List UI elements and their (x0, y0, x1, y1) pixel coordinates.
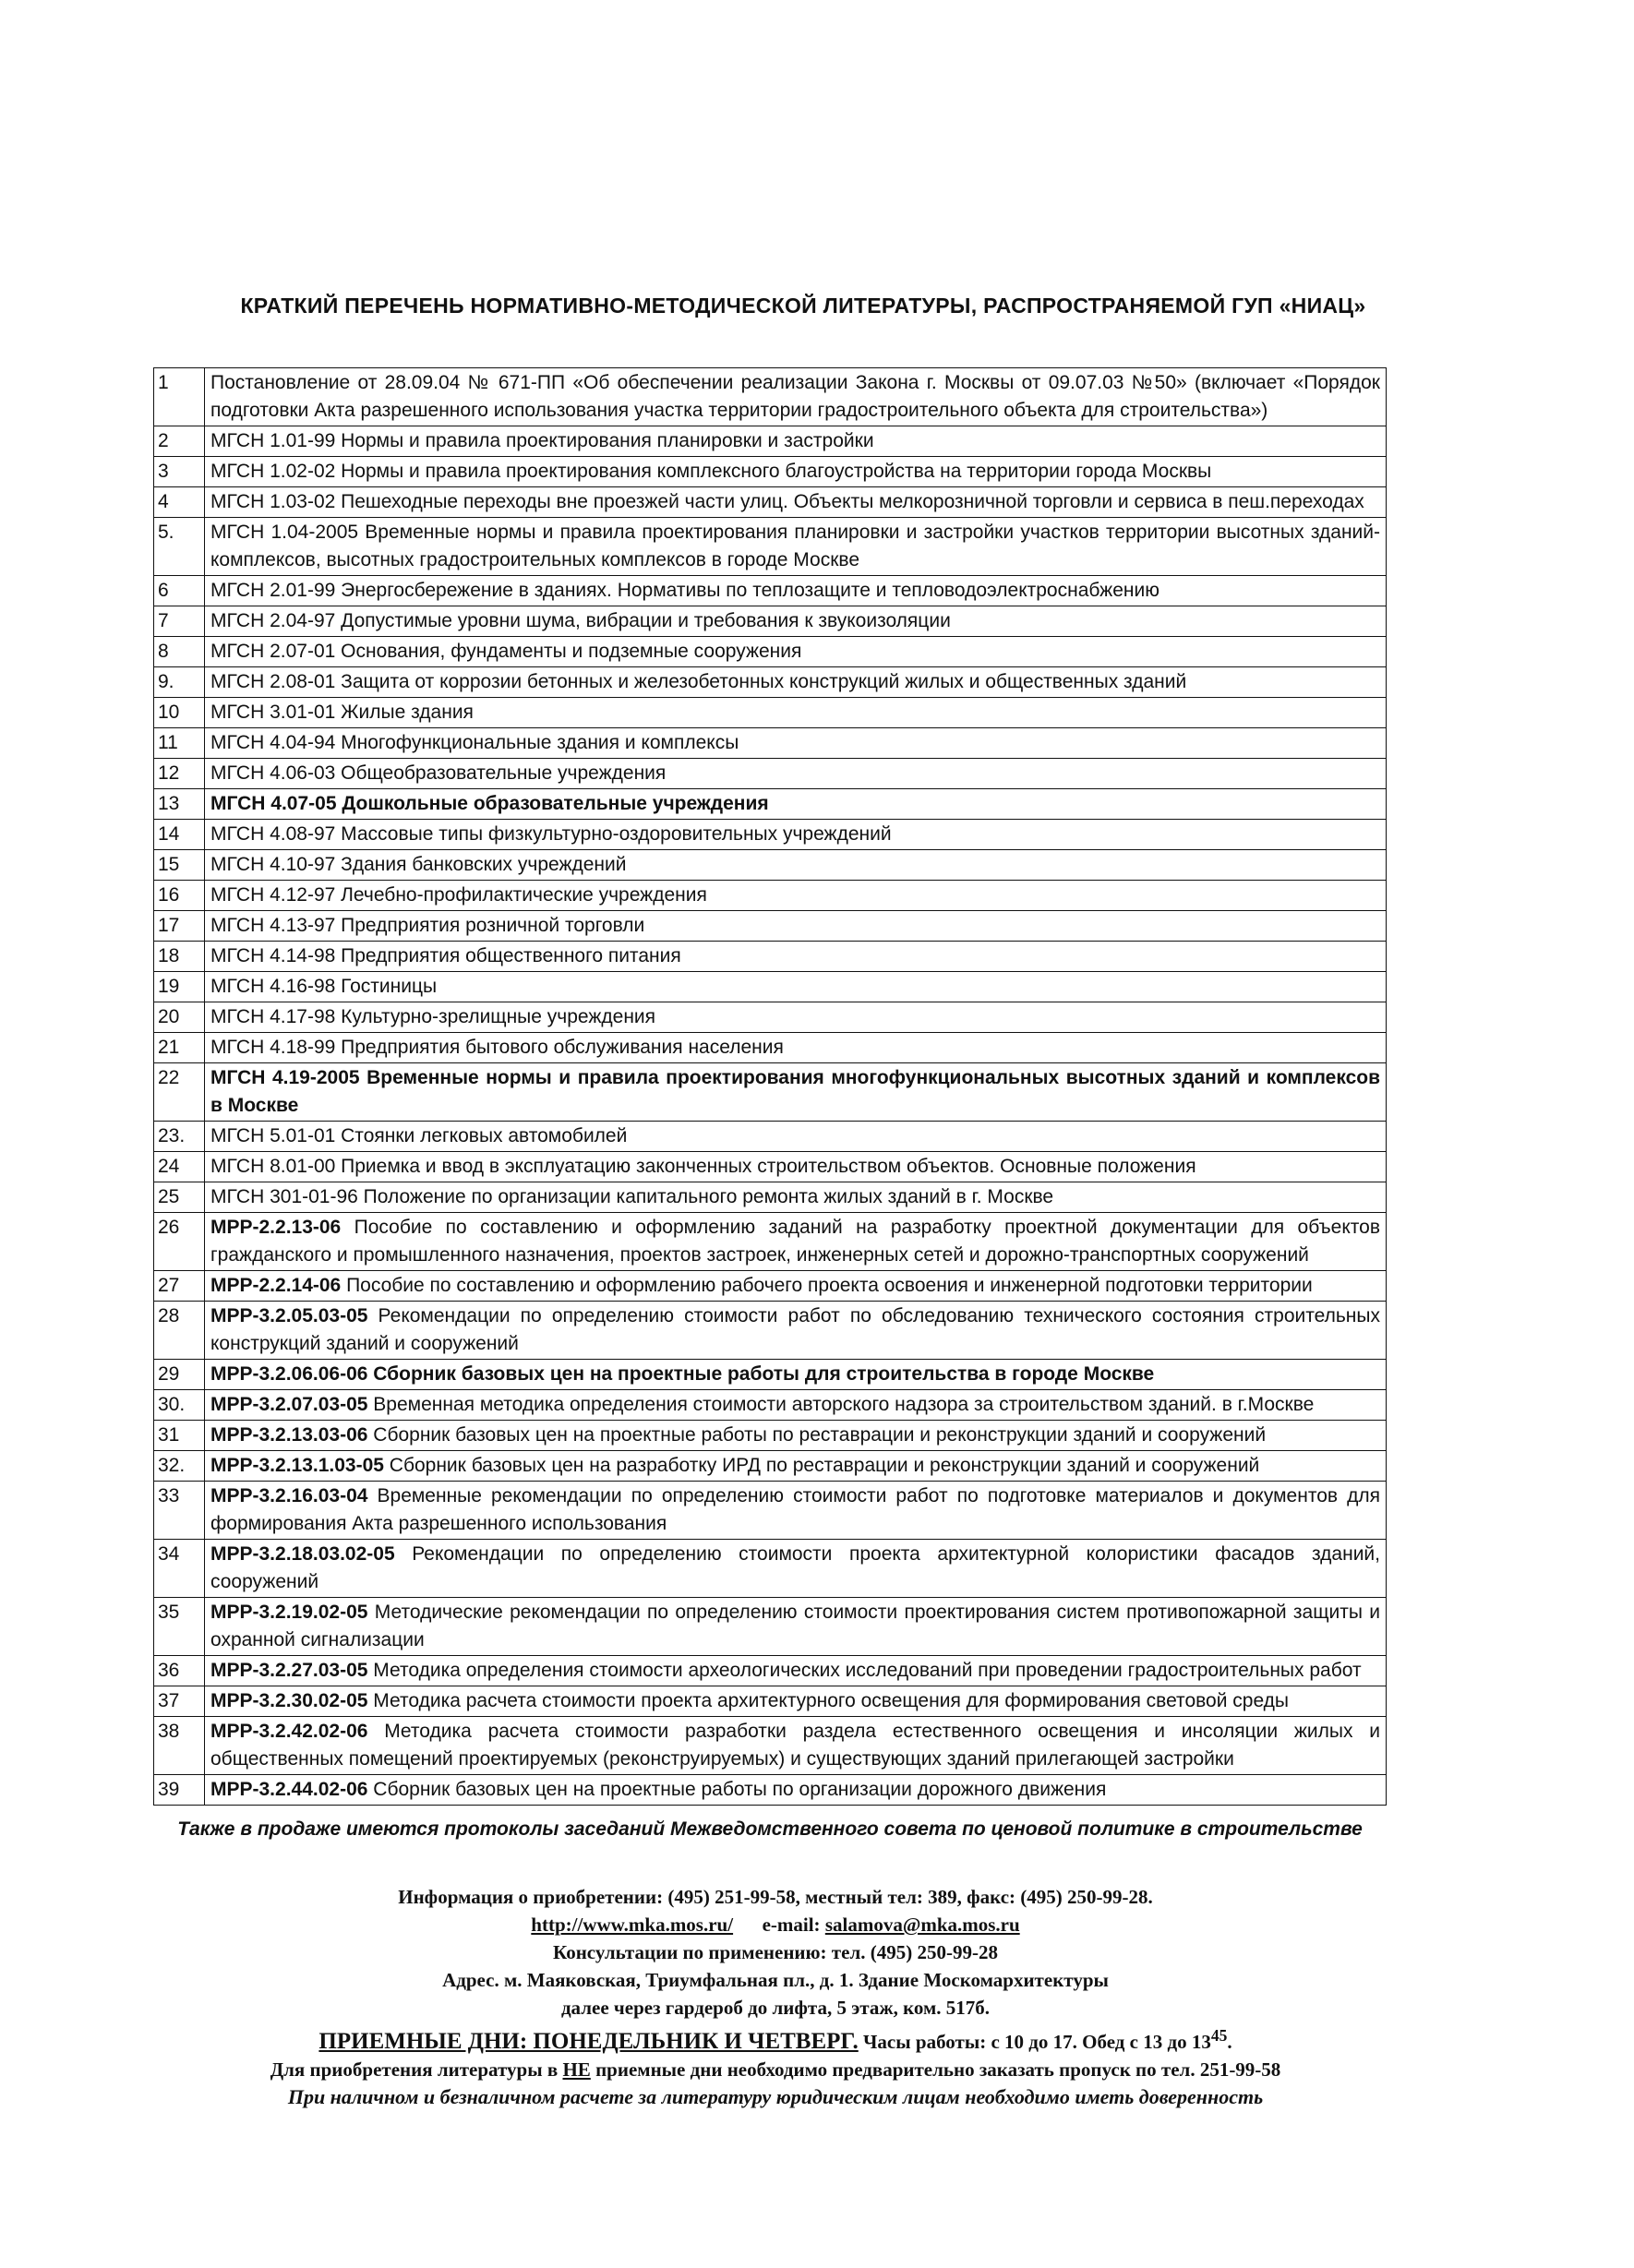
document-code: МРР-3.2.07.03-05 (210, 1394, 368, 1415)
row-text (205, 942, 1387, 972)
directions-line: далее через гардероб до лифта, 5 этаж, ком. 517б. (560, 1997, 991, 2019)
row-number: 11 (154, 728, 205, 759)
table-row (154, 1182, 1387, 1213)
row-number: 17 (154, 911, 205, 942)
table-row (154, 820, 1387, 850)
document-code: МРР-3.2.27.03-05 (210, 1660, 368, 1681)
table-row (154, 1152, 1387, 1182)
table-row (154, 1686, 1387, 1717)
row-text (205, 1302, 1387, 1360)
row-text (205, 911, 1387, 942)
row-text (205, 820, 1387, 850)
row-text (205, 1775, 1387, 1806)
row-number: 27 (154, 1271, 205, 1302)
row-number: 30. (154, 1390, 205, 1421)
row-text (205, 1482, 1387, 1540)
email-link[interactable]: salamova@mka.mos.ru (824, 1914, 1020, 1936)
row-text (205, 518, 1387, 576)
table-row (154, 1033, 1387, 1063)
document-title-text: Сборник базовых цен на разработку ИРД по реставрации и реконструкции зданий и сооружений (383, 1455, 1260, 1476)
table-row (154, 698, 1387, 728)
document-code: МРР-3.2.13.03-06 (210, 1424, 368, 1446)
row-text (205, 1002, 1387, 1033)
row-text (205, 698, 1387, 728)
row-text (205, 1717, 1387, 1775)
table-row (154, 881, 1387, 911)
row-number: 39 (154, 1775, 205, 1806)
row-number: 34 (154, 1540, 205, 1598)
table-row (154, 1063, 1387, 1122)
document-title-text: МГСН 4.14-98 Предприятия общественного питания (210, 945, 681, 966)
row-text (205, 576, 1387, 606)
row-number: 10 (154, 698, 205, 728)
row-text (205, 1540, 1387, 1598)
document-code: МРР-3.2.16.03-04 (210, 1485, 368, 1506)
row-text (205, 789, 1387, 820)
row-text (205, 1686, 1387, 1717)
document-title-text: МГСН 1.04-2005 Временные нормы и правила проектирования планировки и застройки участков территории высотных зданий-комплексов, высотных градостроительных комплексов в городе Москве (210, 522, 1380, 570)
document-title-text: МГСН 4.16-98 Гостиницы (210, 976, 438, 997)
row-number: 7 (154, 606, 205, 637)
row-text (205, 1152, 1387, 1182)
row-text (205, 1063, 1387, 1122)
row-text (205, 368, 1387, 426)
document-code: МРР-3.2.18.03.02-05 (210, 1543, 395, 1565)
website-link[interactable]: http://www.mka.mos.ru/ (531, 1914, 734, 1936)
row-number: 31 (154, 1421, 205, 1451)
table-row (154, 1302, 1387, 1360)
table-row (154, 1540, 1387, 1598)
row-text (205, 850, 1387, 881)
row-number: 15 (154, 850, 205, 881)
table-row (154, 518, 1387, 576)
table-row (154, 972, 1387, 1002)
working-hours: Часы работы: с 10 до 17. Обед с 13 до 13 (858, 2031, 1211, 2053)
email-label: e-mail: (762, 1914, 821, 1936)
document-code: МРР-3.2.13.1.03-05 (210, 1455, 384, 1476)
document-code: МРР-2.2.13-06 (210, 1217, 342, 1238)
table-row (154, 1002, 1387, 1033)
lunch-minutes: 45 (1210, 2026, 1228, 2045)
row-text (205, 1271, 1387, 1302)
table-row (154, 850, 1387, 881)
document-title-text: Методика расчета стоимости проекта архитектурного освещения для формирования световой среды (367, 1690, 1290, 1711)
power-of-attorney-note: При наличном и безналичном расчете за литературу юридическим лицам необходимо иметь доверенность (287, 2085, 1264, 2108)
purchase-info: Информация о приобретении: (495) 251-99-58, местный тел: 389, факс: (495) 250-99-28. (398, 1886, 1153, 1908)
document-title-text: МГСН 4.06-03 Общеобразовательные учреждения (210, 762, 667, 784)
table-row (154, 606, 1387, 637)
document-title-text: МГСН 1.02-02 Нормы и правила проектирования комплексного благоустройства на территории города Москвы (210, 461, 1212, 482)
table-row (154, 426, 1387, 457)
row-text (205, 972, 1387, 1002)
document-title-text: МГСН 1.03-02 Пешеходные переходы вне проезжей части улиц. Объекты мелкорозничной торговли и сервиса в пеш.переходах (210, 491, 1364, 512)
row-number: 3 (154, 457, 205, 487)
table-row (154, 942, 1387, 972)
table-row (154, 759, 1387, 789)
row-number: 18 (154, 942, 205, 972)
row-number: 35 (154, 1598, 205, 1656)
document-title-text: Сборник базовых цен на проектные работы для строительства в городе Москве (367, 1363, 1155, 1385)
row-number: 5. (154, 518, 205, 576)
row-number: 23. (154, 1122, 205, 1152)
table-row (154, 1717, 1387, 1775)
document-title-text: МГСН 2.08-01 Защита от коррозии бетонных и железобетонных конструкций жилых и общественных зданий (210, 671, 1187, 692)
document-title-text: МГСН 4.08-97 Массовые типы физкультурно-оздоровительных учреждений (210, 823, 892, 845)
document-title-text: Методика расчета стоимости разработки раздела естественного освещения и инсоляции жилых и общественных помещений проектируемых (реконструируемых) и существующих зданий прилегающей застройки (210, 1721, 1380, 1770)
row-text (205, 1390, 1387, 1421)
document-title-text: Сборник базовых цен на проектные работы по организации дорожного движения (367, 1779, 1107, 1800)
row-text (205, 1033, 1387, 1063)
document-title-text: Временные рекомендации по определению стоимости работ по подготовке материалов и документов для формирования Акта разрешенного использования (210, 1485, 1380, 1534)
document-code: МРР-2.2.14-06 (210, 1275, 342, 1296)
web-contacts (102, 1911, 1449, 1938)
document-title-text: МГСН 8.01-00 Приемка и ввод в эксплуатацию законченных строительством объектов. Основные положения (210, 1156, 1196, 1177)
table-row (154, 1451, 1387, 1482)
table-row (154, 1421, 1387, 1451)
document-title-text: МГСН 4.12-97 Лечебно-профилактические учреждения (210, 884, 707, 906)
table-row (154, 1213, 1387, 1271)
row-text (205, 1122, 1387, 1152)
row-text (205, 606, 1387, 637)
document-title-text: Рекомендации по определению стоимости работ по обследованию технического состояния строительных конструкций зданий и сооружений (210, 1305, 1380, 1354)
row-text (205, 728, 1387, 759)
document-title-text: МГСН 3.01-01 Жилые здания (210, 702, 474, 723)
row-number: 25 (154, 1182, 205, 1213)
table-row (154, 789, 1387, 820)
row-number: 21 (154, 1033, 205, 1063)
pass-info (102, 2056, 1449, 2083)
row-text (205, 759, 1387, 789)
consultation-info: Консультации по применению: тел. (495) 250-99-28 (553, 1941, 998, 1963)
document-title-text: МГСН 301-01-96 Положение по организации капитального ремонта жилых зданий в г. Москве (210, 1186, 1054, 1207)
row-number: 33 (154, 1482, 205, 1540)
document-title-text: МГСН 2.07-01 Основания, фундаменты и подземные сооружения (210, 641, 802, 662)
table-row (154, 1360, 1387, 1390)
row-text (205, 426, 1387, 457)
row-text (205, 881, 1387, 911)
table-row (154, 1656, 1387, 1686)
table-row (154, 728, 1387, 759)
row-number: 8 (154, 637, 205, 667)
row-text (205, 487, 1387, 518)
table-row (154, 911, 1387, 942)
document-title-text: Пособие по составлению и оформлению заданий на разработку проектной документации для объектов гражданского и промышленного назначения, проектов застроек, инженерных сетей и дорожно-транспортных сооружений (210, 1217, 1380, 1266)
document-code: МРР-3.2.19.02-05 (210, 1602, 368, 1623)
document-code: МРР-3.2.42.02-06 (210, 1721, 368, 1742)
pass-info-part1: Для приобретения литературы в (270, 2058, 563, 2081)
document-title-text: Рекомендации по определению стоимости проекта архитектурной колористики фасадов зданий, сооружений (210, 1543, 1380, 1592)
document-title-text: МГСН 1.01-99 Нормы и правила проектирования планировки и застройки (210, 430, 874, 451)
table-row (154, 457, 1387, 487)
pass-info-part2: приемные дни необходимо предварительно заказать пропуск по тел. 251-99-58 (590, 2058, 1281, 2081)
row-number: 20 (154, 1002, 205, 1033)
document-title-text: Методические рекомендации по определению стоимости проектирования систем противопожарной защиты и охранной сигнализации (210, 1602, 1380, 1650)
row-text (205, 457, 1387, 487)
document-title-text: Методика определения стоимости археологических исследований при проведении градостроительных работ (367, 1660, 1362, 1681)
row-text (205, 667, 1387, 698)
document-title-text: МГСН 4.19-2005 Временные нормы и правила проектирования многофункциональных высотных зданий и комплексов в Москве (210, 1067, 1380, 1116)
row-number: 37 (154, 1686, 205, 1717)
document-code: МРР-3.2.05.03-05 (210, 1305, 368, 1326)
table-row (154, 1271, 1387, 1302)
row-number: 14 (154, 820, 205, 850)
row-text (205, 637, 1387, 667)
table-row (154, 1598, 1387, 1656)
row-number: 9. (154, 667, 205, 698)
document-title-text: МГСН 4.04-94 Многофункциональные здания и комплексы (210, 732, 739, 753)
row-number: 26 (154, 1213, 205, 1271)
row-number: 12 (154, 759, 205, 789)
document-title: КРАТКИЙ ПЕРЕЧЕНЬ НОРМАТИВНО-МЕТОДИЧЕСКОЙ ЛИТЕРАТУРЫ, РАСПРОСТРАНЯЕМОЙ ГУП «НИАЦ» (240, 294, 1366, 318)
document-code: МРР-3.2.06.06-06 (210, 1363, 368, 1385)
table-row (154, 637, 1387, 667)
row-number: 24 (154, 1152, 205, 1182)
document-title-text: Постановление от 28.09.04 № 671-ПП «Об обеспечении реализации Закона г. Москвы от 09.07.03 №50» (включает «Порядок подготовки Акта разрешенного использования участка территории градостроительного объекта для строительства») (210, 372, 1380, 421)
document-code: МРР-3.2.30.02-05 (210, 1690, 368, 1711)
literature-table-body (154, 368, 1387, 1806)
address-line: Адрес. м. Маяковская, Триумфальная пл., д. 1. Здание Москомархитектуры (442, 1969, 1109, 1991)
document-title-text: МГСН 2.01-99 Энергосбережение в зданиях. Нормативы по теплозащите и тепловодоэлектроснабжению (210, 580, 1159, 601)
table-row (154, 1390, 1387, 1421)
document-title-text: МГСН 4.13-97 Предприятия розничной торговли (210, 915, 645, 936)
row-number: 29 (154, 1360, 205, 1390)
row-number: 22 (154, 1063, 205, 1122)
row-text (205, 1451, 1387, 1482)
row-number: 28 (154, 1302, 205, 1360)
reception-days: ПРИЕМНЫЕ ДНИ: ПОНЕДЕЛЬНИК И ЧЕТВЕРГ. (318, 2029, 859, 2054)
hours-end: . (1227, 2031, 1232, 2053)
document-title-text: МГСН 2.04-97 Допустимые уровни шума, вибрации и требования к звукоизоляции (210, 610, 951, 631)
document-title-text: МГСН 4.07-05 Дошкольные образовательные учреждения (210, 793, 769, 814)
row-text (205, 1360, 1387, 1390)
table-row (154, 576, 1387, 606)
table-row (154, 368, 1387, 426)
document-title-text: Временная методика определения стоимости авторского надзора за строительством зданий. в г.Москве (367, 1394, 1315, 1415)
row-number: 36 (154, 1656, 205, 1686)
document-title-text: МГСН 5.01-01 Стоянки легковых автомобилей (210, 1125, 628, 1146)
row-number: 1 (154, 368, 205, 426)
sales-note: Также в продаже имеются протоколы заседаний Межведомственного совета по ценовой политике в строительстве (177, 1818, 1363, 1840)
document-code: МРР-3.2.44.02-06 (210, 1779, 368, 1800)
row-number: 2 (154, 426, 205, 457)
row-text (205, 1421, 1387, 1451)
table-row (154, 1122, 1387, 1152)
document-title-text: МГСН 4.17-98 Культурно-зрелищные учреждения (210, 1006, 656, 1027)
row-number: 38 (154, 1717, 205, 1775)
table-row (154, 1775, 1387, 1806)
row-number: 6 (154, 576, 205, 606)
contact-info (102, 1883, 1449, 2111)
row-text (205, 1656, 1387, 1686)
table-row (154, 487, 1387, 518)
row-number: 13 (154, 789, 205, 820)
document-title-text: Пособие по составлению и оформлению рабочего проекта освоения и инженерной подготовки территории (341, 1275, 1313, 1296)
row-text (205, 1182, 1387, 1213)
row-text (205, 1598, 1387, 1656)
table-row (154, 667, 1387, 698)
row-number: 19 (154, 972, 205, 1002)
pass-info-not: НЕ (562, 2058, 591, 2081)
row-number: 16 (154, 881, 205, 911)
document-title-text: Сборник базовых цен на проектные работы по реставрации и реконструкции зданий и сооружений (367, 1424, 1267, 1446)
row-text (205, 1213, 1387, 1271)
document-title-text: МГСН 4.18-99 Предприятия бытового обслуживания населения (210, 1037, 784, 1058)
document-title-text: МГСН 4.10-97 Здания банковских учреждений (210, 854, 627, 875)
table-row (154, 1482, 1387, 1540)
row-number: 4 (154, 487, 205, 518)
schedule-line (102, 2022, 1449, 2056)
literature-table (153, 367, 1387, 1806)
row-number: 32. (154, 1451, 205, 1482)
